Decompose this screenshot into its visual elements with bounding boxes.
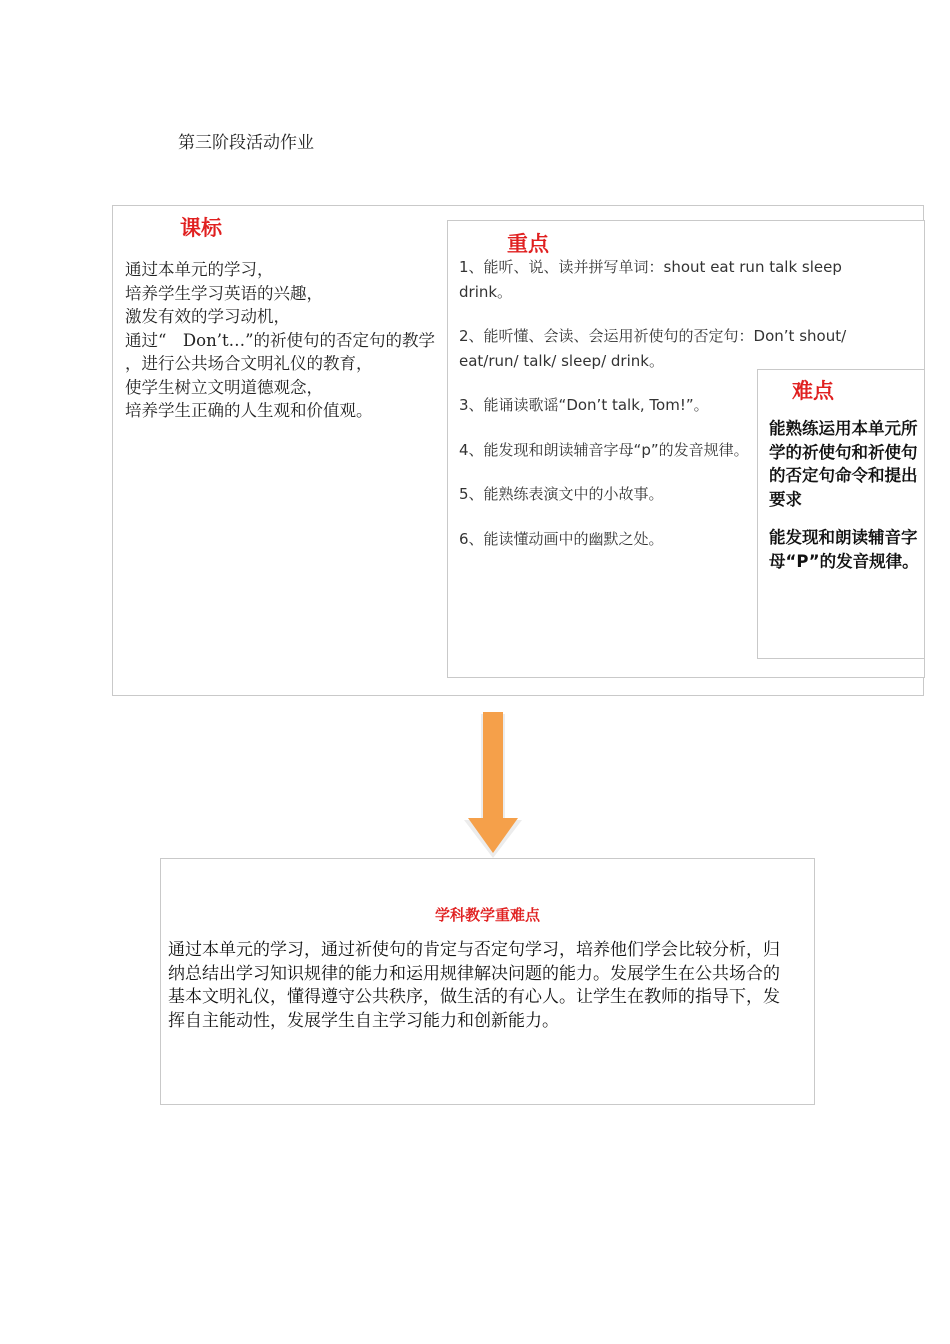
key-point-line: drink。 <box>459 283 513 301</box>
curriculum-standard-line: 使学生树立文明道德观念， <box>125 377 323 397</box>
curriculum-standard-line: 培养学生学习英语的兴趣， <box>125 283 323 303</box>
teaching-focus-line: 纳总结出学习知识规律的能力和运用规律解决问题的能力。发展学生在公共场合的 <box>168 963 780 984</box>
teaching-focus-line: 通过本单元的学习，通过祈使句的肯定与否定句学习，培养他们学会比较分析，归 <box>168 940 780 960</box>
teaching-focus-heading: 学科教学重难点 <box>434 906 540 924</box>
key-point-line: 3、能诵读歌谣“Don’t talk, Tom!”。 <box>459 396 709 414</box>
curriculum-standard-line: 通过本单元的学习， <box>125 260 274 279</box>
difficult-point-text: 能发现和朗读辅音字母“P”的发音规律。 <box>769 528 919 571</box>
down-arrow-icon <box>460 710 526 860</box>
curriculum-standard-heading: 课标 <box>180 216 222 240</box>
key-point-line: 2、能听懂、会读、会运用祈使句的否定句：Don’t shout/ <box>459 327 847 345</box>
curriculum-standard-text <box>125 258 450 418</box>
teaching-focus-text <box>168 939 808 1033</box>
curriculum-standard-line: 激发有效的学习动机， <box>125 307 290 326</box>
key-point-item <box>459 324 909 374</box>
teaching-focus-line: 挥自主能动性，发展学生自主学习能力和创新能力。 <box>168 1010 559 1031</box>
difficult-points-heading: 难点 <box>792 379 834 403</box>
curriculum-standard-line: 通过“ Don’t…”的祈使句的否定句的教学 <box>125 330 436 350</box>
key-point-line: 4、能发现和朗读辅音字母“p”的发音规律。 <box>459 441 749 459</box>
key-point-line: eat/run/ talk/ sleep/ drink。 <box>459 352 664 370</box>
difficult-points-box <box>757 369 925 659</box>
key-point-item <box>459 255 909 305</box>
key-point-line: 5、能熟练表演文中的小故事。 <box>459 485 664 503</box>
difficult-point-text: 能熟练运用本单元所学的祈使句和祈使句的否定句命令和提出要求 <box>769 419 918 509</box>
curriculum-standard-line: 培养学生正确的人生观和价值观。 <box>125 401 373 418</box>
key-point-line: 6、能读懂动画中的幽默之处。 <box>459 530 664 548</box>
key-points-heading: 重点 <box>507 232 549 256</box>
page-title: 第三阶段活动作业 <box>178 133 314 153</box>
teaching-focus-line: 基本文明礼仪，懂得遵守公共秩序，做生活的有心人。让学生在教师的指导下，发 <box>168 987 780 1007</box>
key-point-line: 1、能听、说、读并拼写单词：shout eat run talk sleep <box>459 258 842 276</box>
curriculum-standard-line: ，进行公共场合文明礼仪的教育， <box>125 354 373 373</box>
